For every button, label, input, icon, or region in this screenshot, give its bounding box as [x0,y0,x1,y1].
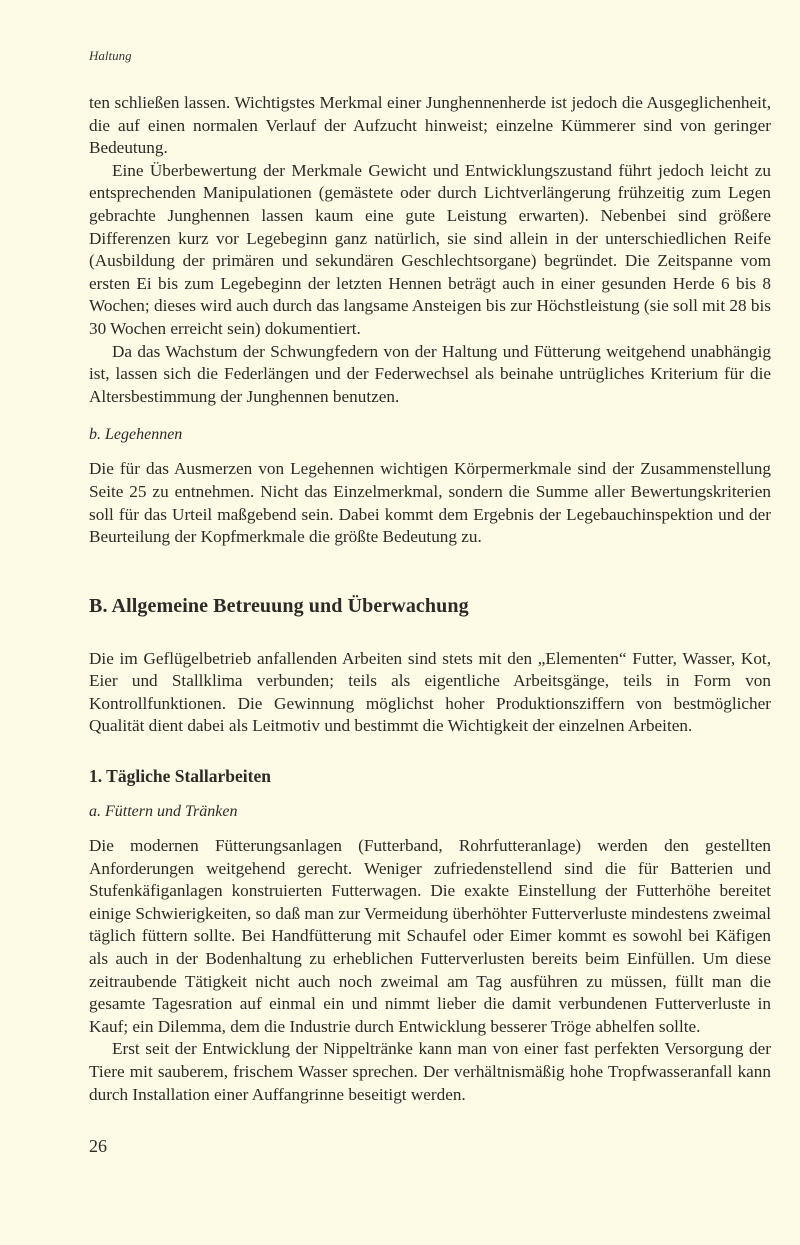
paragraph-4: Die für das Ausmerzen von Legehennen wichtigen Körpermerkmale sind der Zusammenstellung Seite 25 zu entnehmen. Nicht das Einzelmerkmal, sondern die Summe aller Bewertungskriterien soll für das Urteil maßgebend sein. Dabei kommt dem Ergebnis der Legebauchinspektion und der Beurteilung der Kopfmerkmale die größte Bedeutung zu. [89,459,771,547]
paragraph-2: Eine Überbewertung der Merkmale Gewicht und Entwicklungszustand führt jedoch leicht zu entsprechenden Manipulationen (gemästete oder durch Lichtverlängerung frühzeitig zum Legen gebrachte Junghennen lassen kaum eine gute Leistung erwarten). Nebenbei sind größere Differenzen kurz vor Legebeginn ganz natürlich, sie sind allein in der unterschiedlichen Reife (Ausbildung der primären und sekundären Geschlechtsorgane) begründet. Die Zeitspanne vom ersten Ei bis zum Legebeginn der letzten Hennen beträgt auch in einer gesunden Herde 6 bis 8 Wochen; dieses wird auch durch das langsame Ansteigen bis zur Höchstleistung (sie soll mit 28 bis 30 Wochen erreicht sein) dokumentiert. [89,160,771,338]
page-number: 26 [89,1136,107,1156]
subheading-legehennen: b. Legehennen [89,426,183,444]
subsection-heading-1: 1. Tägliche Stallarbeiten [89,766,271,787]
paragraph-1: ten schließen lassen. Wichtigstes Merkmal einer Junghennenherde ist jedoch die Ausgeglichenheit, die auf einen normalen Verlauf der Aufzucht hinweist; einzelne Kümmerer sind von geringer Bedeutung. [89,93,771,158]
page-body [89,92,771,1106]
subheading-fuettern: a. Füttern und Tränken [89,803,238,821]
section-heading-b: B. Allgemeine Betreuung und Überwachung [89,594,469,617]
paragraph-5: Die im Geflügelbetrieb anfallenden Arbeiten sind stets mit den „Elementen“ Futter, Wasser, Kot, Eier und Stallklima verbunden; teils als eigentliche Arbeitsgänge, teils in Form von Kontrollfunktionen. Die Gewinnung möglichst hoher Produktionsziffern von bestmöglicher Qualität dient dabei als Leitmotiv und bestimmt die Wichtigkeit der einzelnen Arbeiten. [89,648,771,736]
paragraph-3: Da das Wachstum der Schwungfedern von der Haltung und Fütterung weitgehend unabhängig ist, lassen sich die Federlängen und der Federwechsel als beinahe untrügliches Kriterium für die Altersbestimmung der Junghennen benutzen. [89,341,771,406]
paragraph-7: Erst seit der Entwicklung der Nippeltränke kann man von einer fast perfekten Versorgung der Tiere mit sauberem, frischem Wasser sprechen. Der verhältnismäßig hohe Tropfwasseranfall kann durch Installation einer Auffangrinne beseitigt werden. [89,1039,771,1104]
running-head: Haltung [89,48,132,63]
paragraph-6: Die modernen Fütterungsanlagen (Futterband, Rohrfutteranlage) werden den gestellten Anforderungen weitgehend gerecht. Weniger zufriedenstellend sind die für Batterien und Stufenkäfiganlagen konstruierten Futterwagen. Die exakte Einstellung der Futterhöhe bereitet einige Schwierigkeiten, so daß man zur Vermeidung überhöhter Futterverluste mindestens zweimal täglich füttern sollte. Bei Handfütterung mit Schaufel oder Eimer kommt es sowohl bei Käfigen als auch in der Bodenhaltung zu erheblichen Futterverlusten bereits beim Einfüllen. Um diese zeitraubende Tätigkeit nicht auch noch zweimal am Tag ausführen zu müssen, füllt man die gesamte Tagesration auf einmal ein und nimmt lieber die damit verbundenen Futterverluste in Kauf; ein Dilemma, dem die Industrie durch Entwicklung besserer Tröge abhelfen sollte. [89,836,771,1036]
